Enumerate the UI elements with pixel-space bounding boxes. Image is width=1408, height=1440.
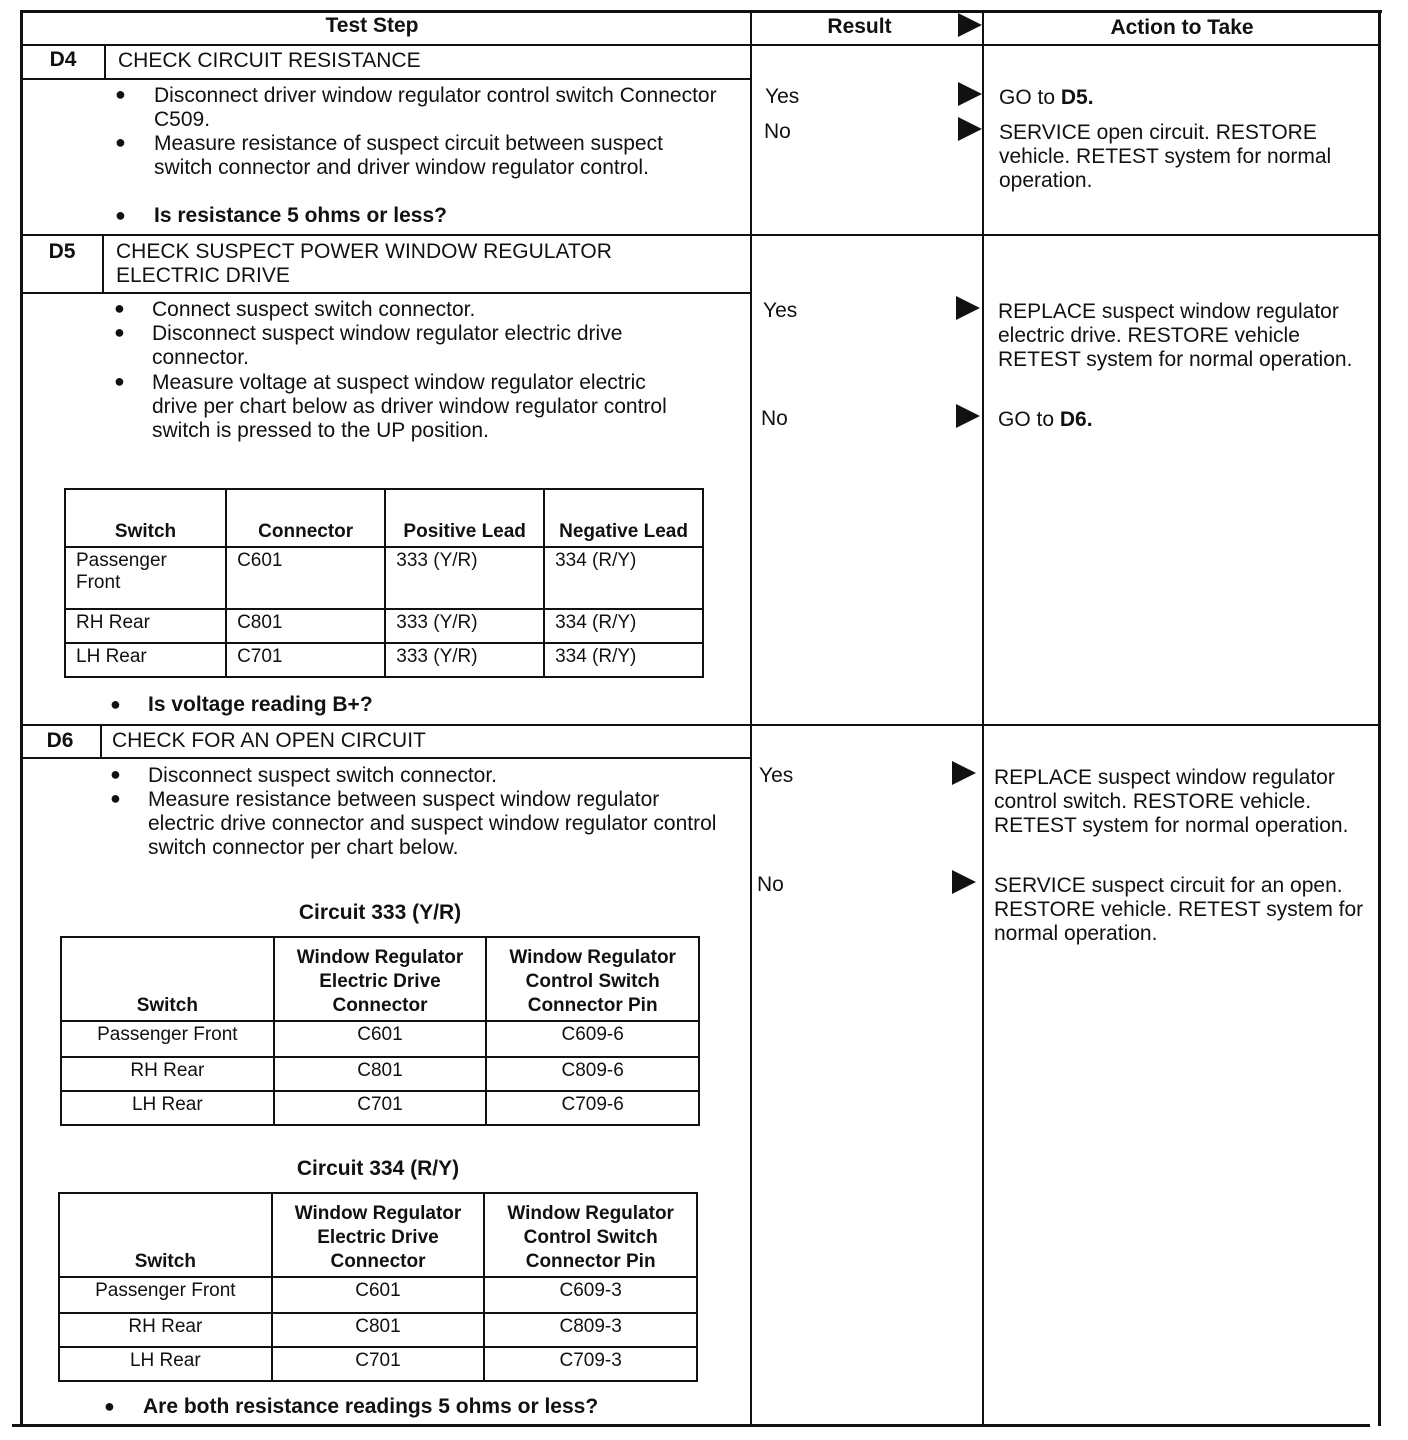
table-row (59, 1313, 697, 1347)
frame-right (1378, 10, 1381, 1426)
header-arrow-icon (958, 13, 982, 37)
d4-bullet-1: Disconnect driver window regulator control switch Connector C509. (154, 84, 717, 131)
col-divider-2 (982, 10, 984, 1426)
d5-bullet-2: Disconnect suspect window regulator electric drive connector. (152, 322, 623, 369)
d4-question: Is resistance 5 ohms or less? (154, 204, 447, 227)
table-cell: 334 (R/Y) (544, 643, 703, 677)
d4-title-underline (22, 78, 752, 80)
table-cell: 333 (Y/R) (385, 547, 544, 609)
d4-bullet-2: Measure resistance of suspect circuit between suspect switch connector and driver window regulator control. (154, 132, 663, 179)
d5-yes-action: REPLACE suspect window regulator electric drive. RESTORE vehicle RETEST system for normal operation. (998, 300, 1353, 371)
d4-yes-action (999, 86, 1094, 110)
table-row (61, 1057, 699, 1091)
d5-bullet-1: Connect suspect switch connector. (152, 298, 476, 321)
d5-voltage-table (64, 488, 704, 678)
table-cell: LH Rear (59, 1347, 272, 1381)
table-header: Switch (61, 937, 274, 1021)
table-cell: LH Rear (61, 1091, 274, 1125)
d6-no-arrow-icon (952, 870, 976, 894)
d6-bullet-1: Disconnect suspect switch connector. (148, 764, 498, 787)
bullet-icon: ● (110, 694, 121, 714)
d5-title-underline (22, 292, 752, 294)
d4-no-arrow-icon (958, 117, 982, 141)
table-cell: RH Rear (65, 609, 226, 643)
d4-no: No (764, 120, 791, 143)
table-cell: 334 (R/Y) (544, 609, 703, 643)
bullet-icon: ● (110, 788, 121, 808)
table-cell: C701 (272, 1347, 485, 1381)
d4-yes-arrow-icon (958, 82, 982, 106)
d4-step-title: CHECK CIRCUIT RESISTANCE (118, 49, 421, 72)
circuit-334-title: Circuit 334 (R/Y) (296, 1157, 460, 1180)
d5-id-divider (102, 234, 104, 292)
table-header: Positive Lead (385, 489, 544, 547)
table-header: Window Regulator Control Switch Connector Pin (484, 1193, 697, 1277)
d6-question: Are both resistance readings 5 ohms or less? (143, 1395, 599, 1418)
table-cell: 333 (Y/R) (385, 643, 544, 677)
d6-yes-action: REPLACE suspect window regulator control switch. RESTORE vehicle. RETEST system for normal operation. (994, 766, 1349, 837)
d4-no-action: SERVICE open circuit. RESTORE vehicle. RETEST system for normal operation. (999, 121, 1332, 192)
d6-step-title: CHECK FOR AN OPEN CIRCUIT (112, 729, 426, 752)
d5-no-arrow-icon (956, 404, 980, 428)
table-cell: C801 (226, 609, 385, 643)
header-action: Action to Take (1110, 16, 1254, 39)
d6-no-action: SERVICE suspect circuit for an open. RESTORE vehicle. RETEST system for normal operation. (994, 874, 1364, 945)
d5-step-id: D5 (48, 240, 76, 263)
d5-no: No (761, 407, 788, 430)
table-row (65, 643, 703, 677)
bullet-icon: ● (115, 205, 126, 225)
d6-id-divider (100, 724, 102, 758)
header-result: Result (827, 15, 892, 38)
bullet-icon: ● (114, 322, 125, 342)
d5-bullet-3: Measure voltage at suspect window regulator electric drive per chart below as driver window regulator control switch is pressed to the UP position. (152, 371, 667, 442)
header-bottom-line (22, 44, 1380, 46)
circuit-334-table (58, 1192, 698, 1382)
bullet-icon: ● (104, 1396, 115, 1416)
table-cell: C801 (274, 1057, 487, 1091)
table-cell: C701 (226, 643, 385, 677)
d4-step-id: D4 (49, 48, 77, 71)
table-cell: Passenger Front (65, 547, 226, 609)
table-row (59, 1347, 697, 1381)
table-row (65, 609, 703, 643)
table-cell: C709-3 (484, 1347, 697, 1381)
d6-yes: Yes (759, 764, 794, 787)
d5-question: Is voltage reading B+? (148, 693, 373, 716)
d6-yes-arrow-icon (952, 761, 976, 785)
d5-yes-arrow-icon (956, 296, 980, 320)
table-header: Window Regulator Control Switch Connector Pin (486, 937, 699, 1021)
bullet-icon: ● (115, 84, 126, 104)
table-cell: 334 (R/Y) (544, 547, 703, 609)
table-cell: C609-6 (486, 1021, 699, 1057)
table-cell: C709-6 (486, 1091, 699, 1125)
d4-yes-action-prefix: GO to (999, 86, 1061, 109)
col-divider-1 (750, 10, 752, 1426)
bullet-icon: ● (115, 132, 126, 152)
d5-no-action-prefix: GO to (998, 408, 1060, 431)
bullet-icon: ● (114, 371, 125, 391)
table-row (59, 1277, 697, 1313)
d6-step-id: D6 (46, 729, 74, 752)
table-header: Switch (65, 489, 226, 547)
table-cell: LH Rear (65, 643, 226, 677)
bullet-icon: ● (110, 764, 121, 784)
d6-bullet-2: Measure resistance between suspect window regulator electric drive connector and suspect window regulator control switch connector per chart below. (148, 788, 717, 859)
table-row (61, 1091, 699, 1125)
table-cell: C809-3 (484, 1313, 697, 1347)
table-header: Connector (226, 489, 385, 547)
circuit-333-title: Circuit 333 (Y/R) (298, 901, 462, 924)
d5-step-title: CHECK SUSPECT POWER WINDOW REGULATOR ELECTRIC DRIVE (116, 240, 612, 287)
frame-top (22, 10, 1382, 13)
table-header: Negative Lead (544, 489, 703, 547)
table-header: Switch (59, 1193, 272, 1277)
row-divider-d5 (22, 234, 1380, 236)
table-row (65, 547, 703, 609)
table-cell: RH Rear (59, 1313, 272, 1347)
d5-yes: Yes (763, 299, 798, 322)
d5-no-action (998, 408, 1093, 432)
table-row (61, 1021, 699, 1057)
d4-yes: Yes (765, 85, 800, 108)
table-cell: C601 (226, 547, 385, 609)
d4-yes-action-target: D5. (1060, 86, 1094, 109)
table-cell: Passenger Front (61, 1021, 274, 1057)
table-cell: RH Rear (61, 1057, 274, 1091)
table-cell: C609-3 (484, 1277, 697, 1313)
frame-bottom (12, 1424, 1370, 1427)
table-cell: C601 (274, 1021, 487, 1057)
table-cell: Passenger Front (59, 1277, 272, 1313)
circuit-333-table (60, 936, 700, 1126)
table-cell: C601 (272, 1277, 485, 1313)
table-header: Window Regulator Electric Drive Connector (274, 937, 487, 1021)
table-cell: 333 (Y/R) (385, 609, 544, 643)
table-cell: C801 (272, 1313, 485, 1347)
d6-title-underline (20, 757, 750, 759)
frame-left (20, 10, 23, 1426)
table-cell: C809-6 (486, 1057, 699, 1091)
table-header: Window Regulator Electric Drive Connector (272, 1193, 485, 1277)
row-divider-d6 (22, 724, 1380, 726)
d6-no: No (757, 873, 784, 896)
header-test-step: Test Step (325, 14, 419, 37)
d4-id-divider (104, 44, 106, 78)
table-cell: C701 (274, 1091, 487, 1125)
d5-no-action-target: D6. (1059, 408, 1093, 431)
bullet-icon: ● (114, 298, 125, 318)
